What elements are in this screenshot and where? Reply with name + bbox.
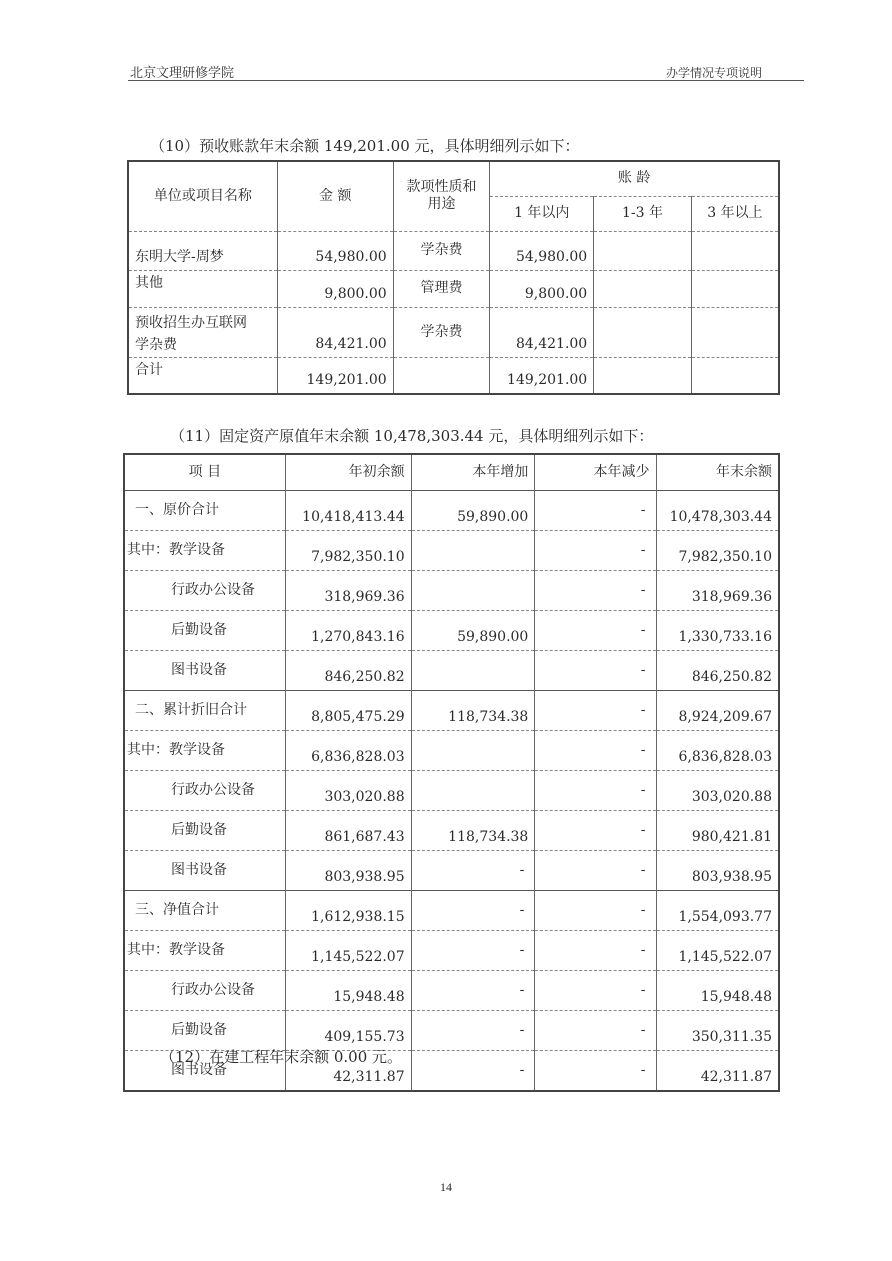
row-begin-balance: 803,938.95 [285,851,411,891]
row-increase [411,731,535,771]
row-over-3y [691,357,779,394]
row-end-balance: 318,969.36 [656,571,779,611]
section-12-heading: （12）在建工程年末余额 0.00 元。 [160,1048,403,1066]
row-end-balance: 1,330,733.16 [656,611,779,651]
row-begin-balance: 303,020.88 [285,771,411,811]
row-name: 东明大学-周梦 [128,231,277,270]
row-item: 其中：教学设备 [124,731,285,771]
row-end-balance: 1,554,093.77 [656,891,779,931]
row-end-balance: 350,311.35 [656,1011,779,1051]
table-row [124,731,779,771]
row-item: 后勤设备 [124,611,285,651]
row-increase [411,771,535,811]
row-end-balance: 15,948.48 [656,971,779,1011]
row-nature: 学杂费 [393,231,490,270]
table-row [124,531,779,571]
table-row [128,307,779,357]
row-begin-balance: 1,270,843.16 [285,611,411,651]
col-header-nature-1: 款项性质和 [393,161,490,196]
row-increase: - [411,851,535,891]
table-row [128,270,779,307]
row-end-balance: 803,938.95 [656,851,779,891]
row-amount: 149,201.00 [277,357,393,394]
section-10-heading: （10）预收账款年末余额 149,201.00 元，具体明细列示如下： [150,137,580,155]
row-increase: - [411,891,535,931]
row-nature: 学杂费 [393,307,490,357]
header-title: 办学情况专项说明 [665,66,762,80]
row-item: 行政办公设备 [124,771,285,811]
row-name-line-2: 学杂费 [135,336,177,353]
fixed-assets-table [123,453,780,1092]
header-rule [128,80,804,81]
row-name [128,307,277,357]
col-header-end: 年末余额 [656,454,779,491]
row-increase [411,651,535,691]
row-increase: - [411,931,535,971]
row-increase [411,531,535,571]
row-increase: 59,890.00 [411,491,535,531]
row-decrease: - [535,691,656,731]
row-nature: 管理费 [393,270,490,307]
row-decrease: - [535,491,656,531]
row-increase: - [411,1011,535,1051]
row-decrease: - [535,851,656,891]
row-item: 其中：教学设备 [124,531,285,571]
row-begin-balance: 15,948.48 [285,971,411,1011]
table-row [124,1011,779,1051]
row-begin-balance: 6,836,828.03 [285,731,411,771]
row-nature [393,357,490,394]
row-over-3y [691,231,779,270]
col-header-item: 项 目 [188,464,222,480]
table-row [124,691,779,731]
row-begin-balance: 7,982,350.10 [285,531,411,571]
row-decrease: - [535,771,656,811]
row-decrease: - [535,731,656,771]
col-header-over-3y: 3 年以上 [691,196,779,231]
row-1-3y [594,307,692,357]
row-item: 图书设备 [124,1051,285,1092]
row-begin-balance: 1,145,522.07 [285,931,411,971]
row-decrease: - [535,611,656,651]
row-end-balance: 10,478,303.44 [656,491,779,531]
col-header-aging: 账 龄 [490,161,779,196]
row-1-3y [594,231,692,270]
row-decrease: - [535,811,656,851]
table-row [124,931,779,971]
col-header-reduce: 本年减少 [535,454,656,491]
row-amount: 9,800.00 [277,270,393,307]
table-row [124,771,779,811]
row-decrease: - [535,971,656,1011]
page-number: 14 [440,1180,452,1194]
table-row [124,611,779,651]
row-name-line-1: 预收招生办互联网 [135,314,247,331]
row-end-balance: 8,924,209.67 [656,691,779,731]
table-row [124,851,779,891]
table-row-total [128,357,779,394]
row-item: 图书设备 [124,851,285,891]
row-decrease: - [535,891,656,931]
row-decrease: - [535,571,656,611]
header-institution: 北京文理研修学院 [130,66,235,81]
row-end-balance: 6,836,828.03 [656,731,779,771]
col-header-amount: 金 额 [277,161,393,231]
row-begin-balance: 8,805,475.29 [285,691,411,731]
row-begin-balance: 42,311.87 [285,1051,411,1092]
row-increase [411,571,535,611]
row-end-balance: 303,020.88 [656,771,779,811]
row-end-balance: 980,421.81 [656,811,779,851]
table-row [124,971,779,1011]
section-11-heading: （11）固定资产原值年末余额 10,478,303.44 元，具体明细列示如下： [170,427,654,445]
row-name: 其他 [128,270,277,307]
col-header-add: 本年增加 [411,454,535,491]
row-within-1y: 54,980.00 [490,231,594,270]
table-row [124,651,779,691]
row-amount: 84,421.00 [277,307,393,357]
row-name: 合计 [128,357,277,394]
row-amount: 54,980.00 [277,231,393,270]
row-item: 后勤设备 [124,811,285,851]
row-end-balance: 42,311.87 [656,1051,779,1092]
row-decrease: - [535,1011,656,1051]
row-increase: 59,890.00 [411,611,535,651]
row-begin-balance: 318,969.36 [285,571,411,611]
row-1-3y [594,357,692,394]
row-increase: - [411,971,535,1011]
row-within-1y: 84,421.00 [490,307,594,357]
row-over-3y [691,307,779,357]
row-end-balance: 7,982,350.10 [656,531,779,571]
col-header-1-3y: 1-3 年 [594,196,692,231]
row-item: 一、原价合计 [124,491,285,531]
row-begin-balance: 1,612,938.15 [285,891,411,931]
row-1-3y [594,270,692,307]
row-item: 行政办公设备 [124,571,285,611]
row-item: 图书设备 [124,651,285,691]
row-end-balance: 1,145,522.07 [656,931,779,971]
table-row [124,811,779,851]
row-begin-balance: 861,687.43 [285,811,411,851]
col-header-begin: 年初余额 [285,454,411,491]
table-row [124,571,779,611]
row-within-1y: 9,800.00 [490,270,594,307]
col-header-nature-2: 用途 [393,196,490,231]
row-decrease: - [535,931,656,971]
table-row [128,231,779,270]
row-increase: 118,734.38 [411,811,535,851]
row-begin-balance: 10,418,413.44 [285,491,411,531]
col-header-within-1y: 1 年以内 [490,196,594,231]
table-row [124,491,779,531]
col-header-name: 单位或项目名称 [153,187,252,204]
row-begin-balance: 846,250.82 [285,651,411,691]
row-over-3y [691,270,779,307]
row-end-balance: 846,250.82 [656,651,779,691]
row-decrease: - [535,651,656,691]
row-decrease: - [535,531,656,571]
advance-receipts-table [127,160,780,395]
row-decrease: - [535,1051,656,1092]
row-begin-balance: 409,155.73 [285,1011,411,1051]
row-item: 行政办公设备 [124,971,285,1011]
row-item: 三、净值合计 [124,891,285,931]
row-item: 二、累计折旧合计 [124,691,285,731]
row-item: 后勤设备 [124,1011,285,1051]
row-increase: 118,734.38 [411,691,535,731]
row-within-1y: 149,201.00 [490,357,594,394]
table-header-row [124,454,779,491]
row-increase: - [411,1051,535,1092]
row-item: 其中：教学设备 [124,931,285,971]
table-row [124,891,779,931]
